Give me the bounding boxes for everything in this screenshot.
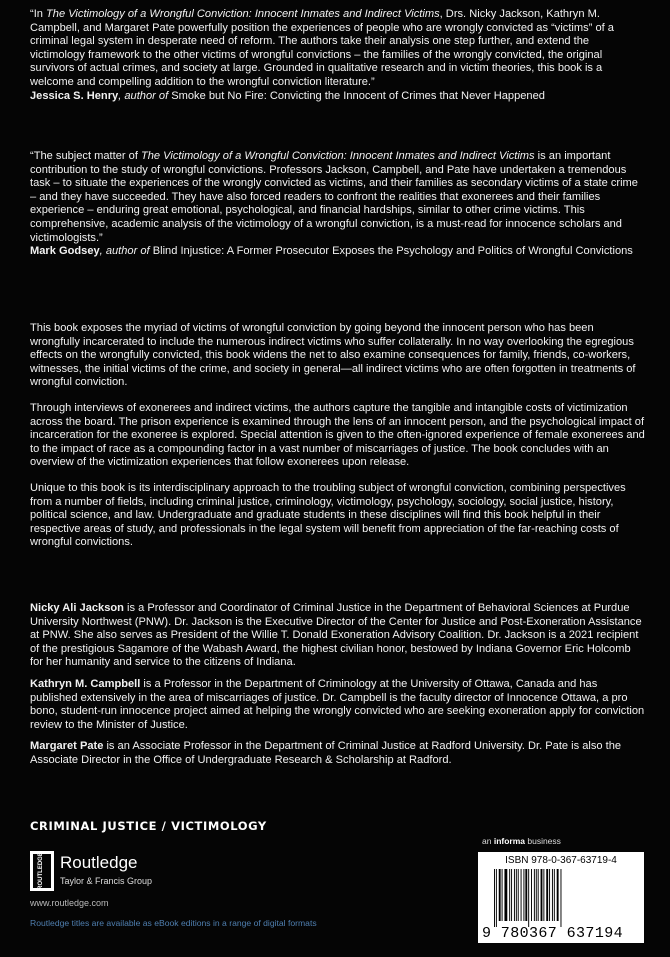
barcode-bar [516, 869, 517, 921]
logo-mark-lettering: ROUTLEDGE [38, 852, 44, 890]
reviewer-credit-title: Blind Injustice: A Former Prosecutor Exposes the Psychology and Politics of Wrongful Convictions [152, 245, 633, 258]
informa-business-line [482, 836, 561, 846]
author-bio [30, 740, 645, 767]
review-mark-godsey [30, 150, 645, 259]
reviewer-name: Jessica S. Henry [30, 89, 119, 102]
isbn-label: ISBN 978-0-367-63719-4 [505, 855, 617, 866]
routledge-logo-mark-icon [30, 851, 54, 891]
publisher-group: Taylor & Francis Group [60, 876, 153, 886]
ebook-note: Routledge titles are available as eBook editions in a range of digital formats [30, 918, 317, 928]
author-name: Margaret Pate [30, 740, 104, 753]
author-bio [30, 678, 645, 732]
informa-prefix: an [482, 836, 494, 846]
barcode-bar [531, 869, 532, 921]
author-bio-text: is a Professor in the Department of Criminology at the University of Ottawa, Canada and has published extensively in the area of miscarriages of justice. Dr. Campbell is the faculty director of Innocence Ottawa, a pro bono, student-run innocence project aimed at helping the wrongly convicted who are seeking exoneration apply for conviction review to the Minister of Justice. [30, 677, 645, 731]
review-quote-title: The Victimology of a Wrongful Conviction: Innocent Inmates and Indirect Victims [46, 8, 440, 20]
barcode-bar [528, 869, 529, 927]
barcode-bar [511, 869, 512, 921]
barcode-bar [525, 869, 527, 921]
routledge-logo [30, 851, 210, 891]
barcode-bar [552, 869, 553, 921]
subject-category: CRIMINAL JUSTICE / VICTIMOLOGY [30, 819, 267, 833]
review-quote-body: , Drs. Nicky Jackson, Kathryn M. Campbell, and Margaret Pate powerfully position the experiences of people who are wrongly convicted as “victims” of a criminal legal system in desperate need of reform. The authors take their analysis one step further, and extend the victimology framework to the other victims of wrongful convictions – the families of the wrongly convicted, the original survivors of actual crimes, and society at large. Grounded in qualitative research and in victim theories, this book is a welcome and compelling addition to the wrongful conviction literature.” [30, 8, 614, 88]
review-quote-open: “The subject matter of [30, 150, 141, 162]
informa-suffix: business [525, 836, 561, 846]
barcode-bar [557, 869, 559, 921]
barcode-bar [496, 869, 497, 927]
author-bio-text: is an Associate Professor in the Department of Criminal Justice at Radford University. Dr. Pate is also the Associate Director in the Office of Undergraduate Research & Scholarship at Radford. [30, 740, 622, 766]
reviewer-credit-prefix: , author of [118, 89, 172, 102]
publisher-name: Routledge [60, 853, 138, 872]
barcode-bar [538, 869, 539, 921]
barcode-bar [541, 869, 543, 921]
review-jessica-henry [30, 8, 645, 103]
barcode-bars [492, 869, 640, 927]
review-quote-open: “In [30, 8, 47, 20]
barcode-bar [521, 869, 522, 921]
barcode-bar [546, 869, 548, 921]
barcode-bar [549, 869, 550, 921]
barcode-bar [514, 869, 515, 921]
isbn-barcode [478, 852, 644, 943]
description-paragraph: Through interviews of exonerees and indirect victims, the authors capture the tangible and intangible costs of victimization across the board. The prison experience is examined through the lens of an innocent person, and the psychological impact of incarceration for the exoneree is explored. Special attention is given to the often-ignored experience of female exonerees and to the impact of race as a compounding factor in a vast number of miscarriages of justice. The book concludes with an overview of the victimization experiences that follow exonerees upon release. [30, 401, 645, 469]
description-paragraph: This book exposes the myriad of victims of wrongful conviction by going beyond the innocent person who has been wrongfully incarcerated to include the numerous indirect victims who suffer collaterally. In no way overlooking the egregious effects on the wrongfully convicted, this book widens the net to also examine consequences for family, friends, co-workers, witnesses, the initial victims of the crime, and society in general—all indirect victims who are often forgotten in treatments of wrongful conviction. [30, 322, 636, 389]
description-paragraph: Unique to this book is its interdisciplinary approach to the troubling subject of wrongful conviction, combining perspectives from a number of fields, including criminal justice, criminology, victimology, psychology, sociology, social justice, history, political science, and law. Undergraduate and graduate students in these disciplines will find this book helpful in their respective areas of study, and professionals in the legal system will benefit from appreciation of the far-reaching costs of wrongful convictions. [30, 481, 626, 549]
barcode-bar [494, 869, 495, 927]
reviewer-credit-title: Smoke but No Fire: Convicting the Innocent of Crimes that Never Happened [171, 89, 545, 102]
author-bio [30, 602, 645, 670]
informa-brand: informa [493, 836, 525, 846]
barcode-bar [534, 869, 535, 921]
author-name: Kathryn M. Campbell [30, 677, 141, 690]
author-bio-text: is a Professor and Coordinator of Criminal Justice in the Department of Behavioral Sciences at Purdue University Northwest (PNW). Dr. Jackson is the Executive Director of the Center for Justice and Post-Exoneration Assistance at PNW. She also serves as President of the Willie T. Donald Exoneration Advisory Coalition. Dr. Jackson is a 2021 recipient of the prestigious Sagamore of the Wabash Award, the highest civilian honor, bestowed by Indiana Governor Eric Holcomb for her humanity and service to the citizens of Indiana. [30, 602, 642, 669]
reviewer-credit-prefix: , author of [99, 245, 153, 258]
author-bios [30, 602, 645, 776]
barcode-bar [543, 869, 544, 921]
barcode-bar [502, 869, 503, 921]
barcode-bar [554, 869, 555, 921]
isbn-digits: 9 780367 637194 [482, 925, 624, 942]
barcode-bar [509, 869, 510, 921]
reviewer-name: Mark Godsey [30, 245, 100, 258]
barcode-bar [504, 869, 507, 921]
barcode-bar [536, 869, 537, 921]
review-quote-title: The Victimology of a Wrongful Conviction: Innocent Inmates and Indirect Victims [140, 150, 535, 162]
author-name: Nicky Ali Jackson [30, 602, 124, 614]
barcode-bar [518, 869, 519, 921]
publisher-website: www.routledge.com [30, 898, 109, 908]
review-quote-body: is an important contribution to the study of wrongful convictions. Professors Jackson, Campbell, and Pate have undertaken a tremendous task – to situate the experiences of the wrongly convicted as victims, and their families as secondary victims of a state crime – and they have succeeded. They have also forced readers to confront the realities that exonerees and their families experience – enduring great emotional, psychological, and financial hardships, similar to other crime victims. This comprehensive, academic analysis of the victimology of a wrongful conviction, is a must-read for innocence scholars and victimologists.” [30, 150, 638, 244]
barcode-bar [523, 869, 524, 921]
barcode-bar [561, 869, 562, 927]
barcode-bar [499, 869, 501, 921]
book-description [30, 322, 645, 562]
